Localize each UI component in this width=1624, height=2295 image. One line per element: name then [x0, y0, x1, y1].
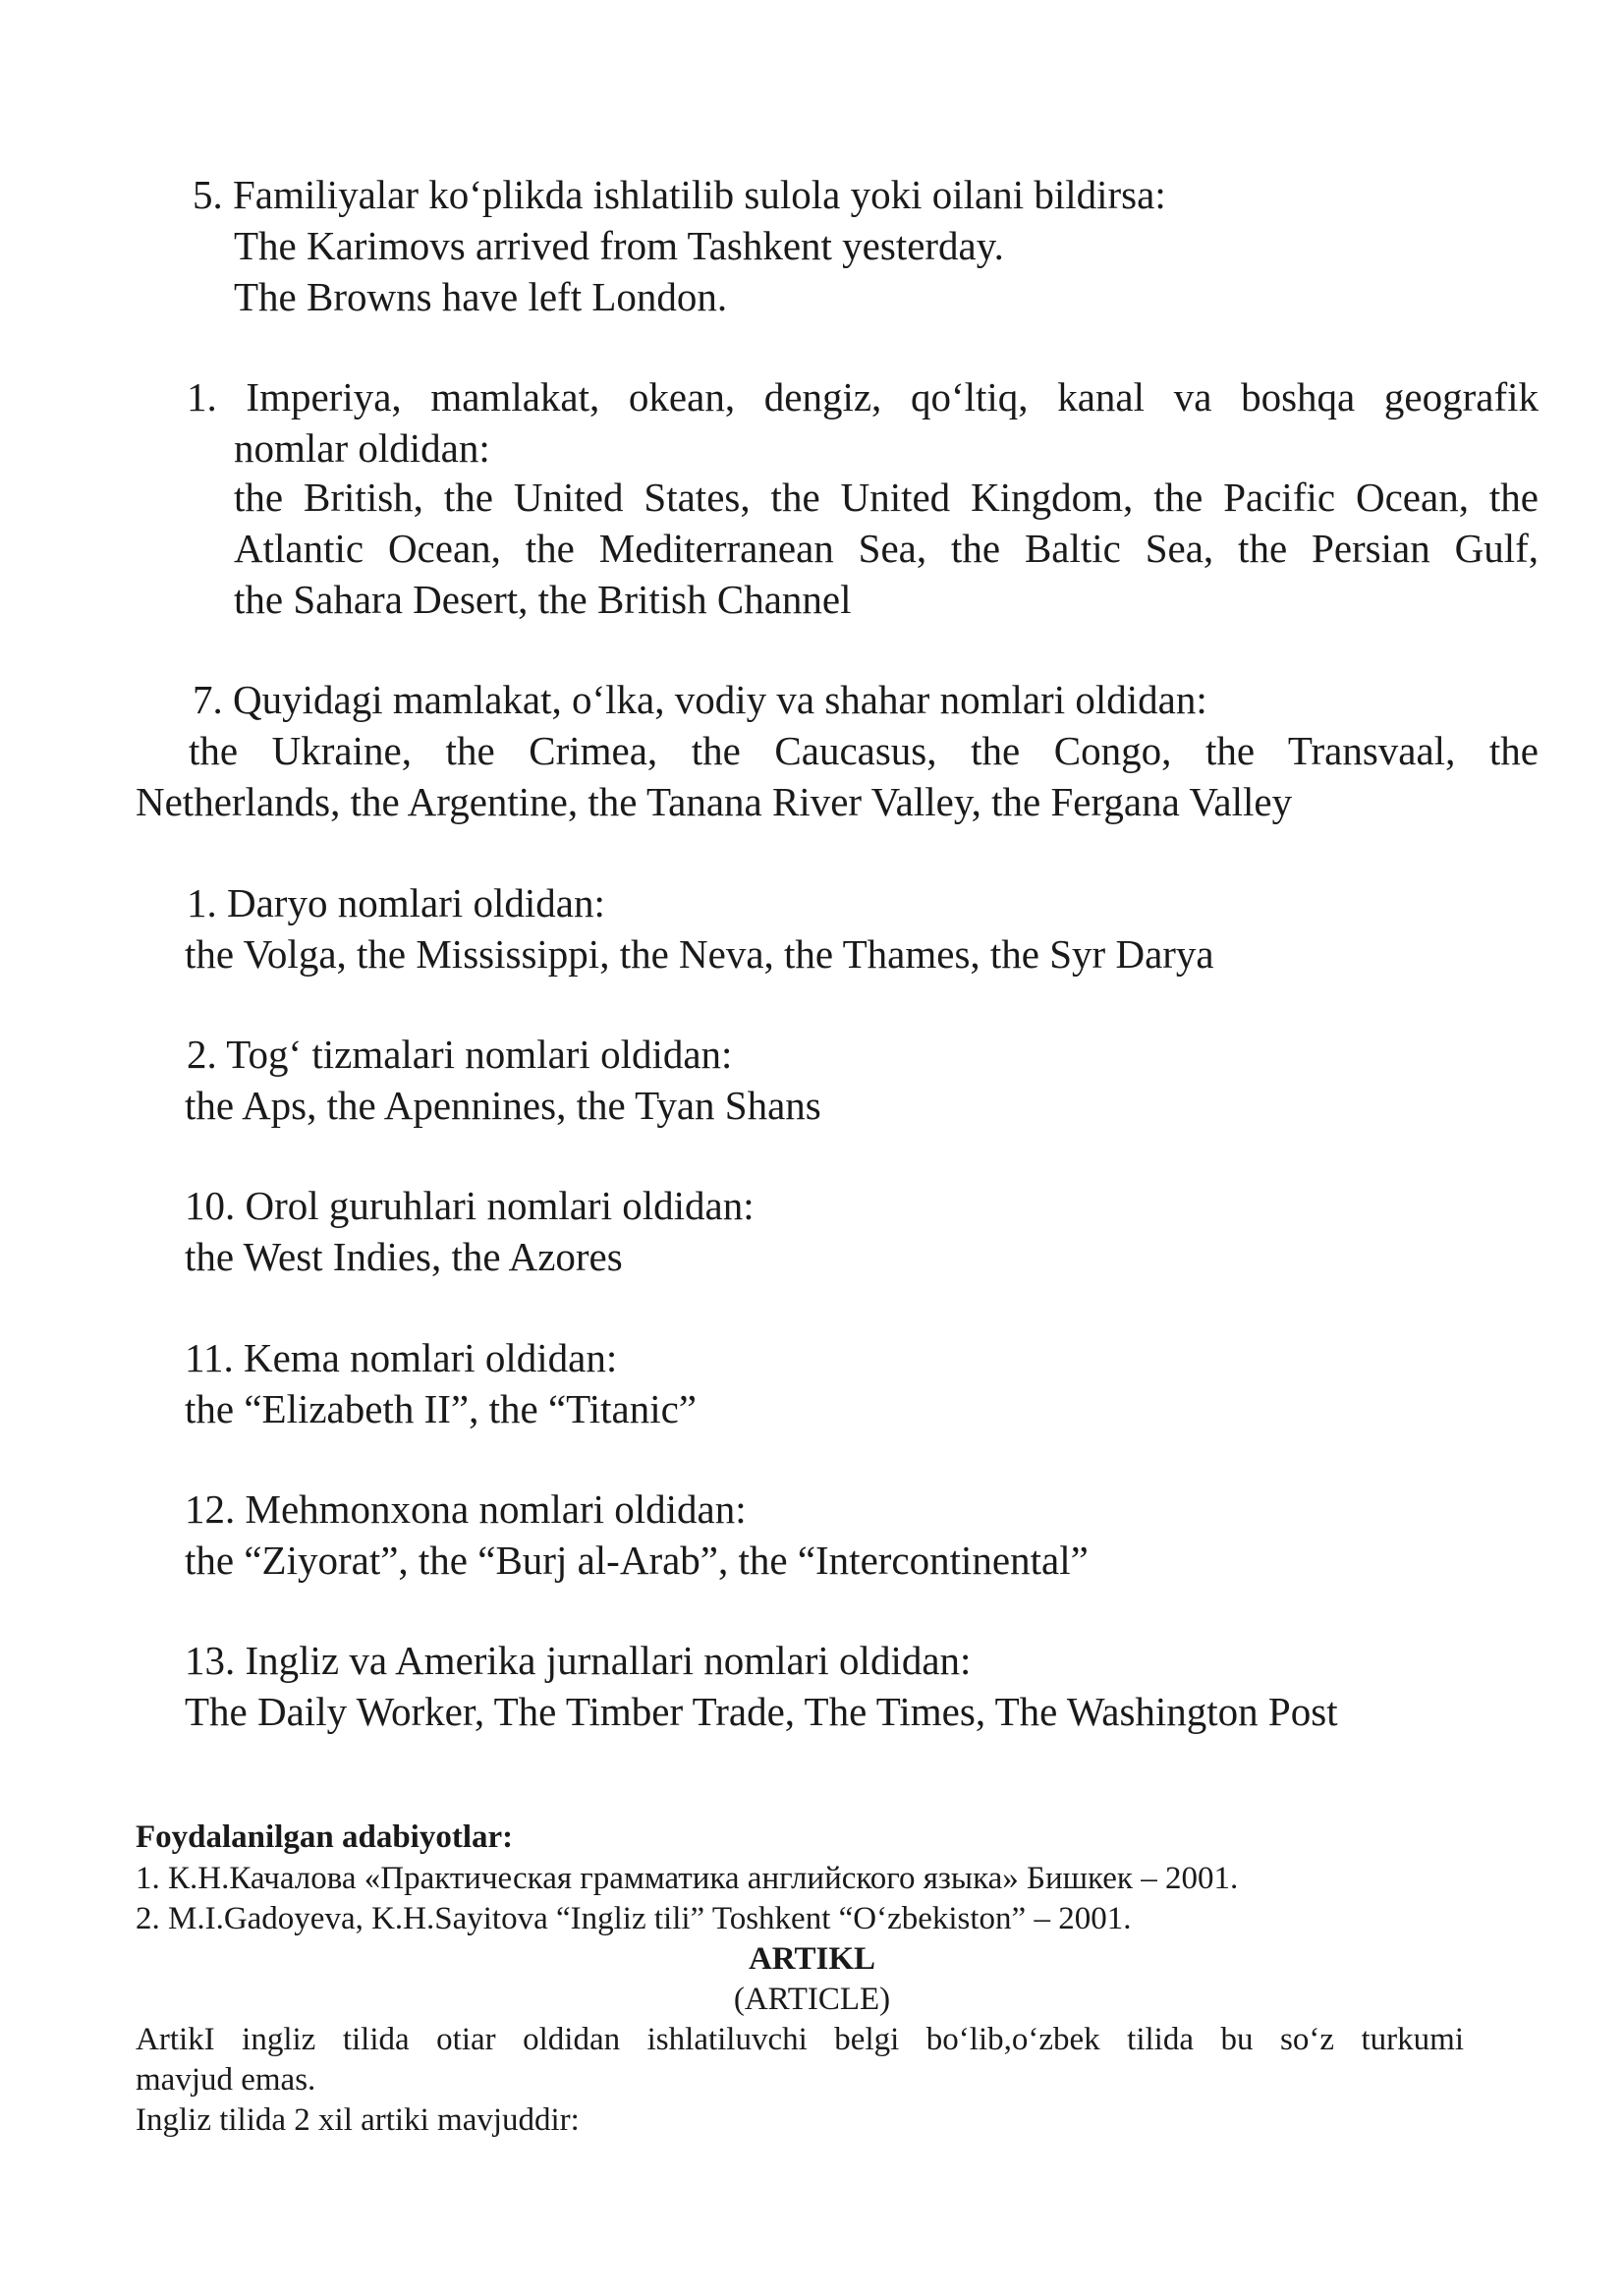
item6-example-line3: the Sahara Desert, the British Channel	[234, 577, 852, 622]
article-paragraph-line2: mavjud emas.	[136, 2062, 316, 2098]
article-paragraph-line1: ArtikI ingliz tilida otiar oldidan ishlatiluvchi belgi bo‘lib,o‘zbek tilida bu so‘z turkumi	[136, 2022, 1464, 2057]
item6-heading-line2: nomlar oldidan:	[234, 425, 490, 471]
item8-heading: 1. Daryo nomlari oldidan:	[187, 880, 605, 925]
reference-item-1: 1. К.Н.Качалова «Практическая грамматика английского языка» Бишкек – 2001.	[136, 1861, 1239, 1896]
article-title: ARTIKL	[748, 1941, 876, 1977]
item9-examples: the Aps, the Apennines, the Tyan Shans	[185, 1083, 821, 1128]
article-paragraph-2: Ingliz tilida 2 xil artiki mavjuddir:	[136, 2102, 580, 2138]
item13-examples: The Daily Worker, The Timber Trade, The Times, The Washington Post	[185, 1689, 1338, 1734]
item10-heading: 10. Orol guruhlari nomlari oldidan:	[185, 1183, 755, 1228]
item7-example-line1: the Ukraine, the Crimea, the Caucasus, the Congo, the Transvaal, the	[189, 728, 1539, 773]
item5-heading: 5. Familiyalar ko‘plikda ishlatilib sulola yoki oilani bildirsa:	[193, 172, 1166, 217]
item12-examples: the “Ziyorat”, the “Burj al-Arab”, the “Intercontinental”	[185, 1538, 1089, 1583]
item11-examples: the “Elizabeth II”, the “Titanic”	[185, 1386, 698, 1431]
item5-example-2: The Browns have left London.	[234, 274, 728, 319]
item8-examples: the Volga, the Mississippi, the Neva, the Thames, the Syr Darya	[185, 931, 1214, 977]
item9-heading: 2. Tog‘ tizmalari nomlari oldidan:	[187, 1032, 733, 1077]
item7-heading: 7. Quyidagi mamlakat, o‘lka, vodiy va shahar nomlari oldidan:	[193, 677, 1207, 722]
item12-heading: 12. Mehmonxona nomlari oldidan:	[185, 1486, 747, 1532]
references-title: Foydalanilgan adabiyotlar:	[136, 1819, 514, 1855]
item10-examples: the West Indies, the Azores	[185, 1234, 623, 1279]
item13-heading: 13. Ingliz va Amerika jurnallari nomlari oldidan:	[185, 1638, 972, 1683]
item6-example-line2: Atlantic Ocean, the Mediterranean Sea, the Baltic Sea, the Persian Gulf,	[234, 526, 1539, 571]
item11-heading: 11. Kema nomlari oldidan:	[185, 1335, 618, 1380]
article-subtitle: (ARTICLE)	[733, 1982, 891, 2017]
item5-example-1: The Karimovs arrived from Tashkent yesterday.	[234, 223, 1004, 268]
item7-example-line2: Netherlands, the Argentine, the Tanana River Valley, the Fergana Valley	[136, 779, 1293, 824]
item6-heading-line1: 1. Imperiya, mamlakat, okean, dengiz, qo‘ltiq, kanal va boshqa geografik	[187, 374, 1539, 420]
reference-item-2: 2. M.I.Gadoyeva, K.H.Sayitova “Ingliz tili” Toshkent “O‘zbekiston” – 2001.	[136, 1901, 1132, 1936]
item6-example-line1: the British, the United States, the United Kingdom, the Pacific Ocean, the	[234, 475, 1539, 520]
